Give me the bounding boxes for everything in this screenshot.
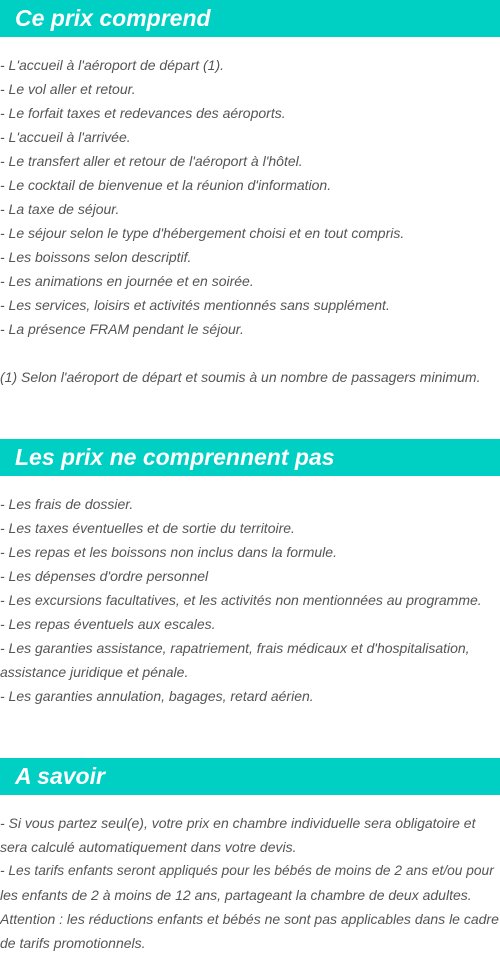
list-item: - L'accueil à l'aéroport de départ (1). xyxy=(0,57,225,73)
list-item: - Le vol aller et retour. xyxy=(0,81,136,97)
section-title: Les prix ne comprennent pas xyxy=(15,444,335,470)
list-item: - Les garanties annulation, bagages, retard aérien. xyxy=(0,688,314,704)
list-item: - Le forfait taxes et redevances des aéroports. xyxy=(0,105,286,121)
list-item: - La présence FRAM pendant le séjour. xyxy=(0,321,244,337)
list-item: - L'accueil à l'arrivée. xyxy=(0,129,131,145)
section-body-a-savoir xyxy=(0,811,500,955)
list-item: - Les taxes éventuelles et de sortie du territoire. xyxy=(0,520,295,536)
section-body-prix-ne-comprennent-pas xyxy=(0,492,500,708)
section-body-ce-prix-comprend xyxy=(0,53,500,389)
section-header-a-savoir xyxy=(0,758,500,795)
list-item: - Les animations en journée et en soirée. xyxy=(0,273,254,289)
list-item: - Les tarifs enfants seront appliqués pour les bébés de moins de 2 ans et/ou pour xyxy=(0,863,494,878)
list-item: - Les dépenses d'ordre personnel xyxy=(0,568,209,584)
list-item: - Les boissons selon descriptif. xyxy=(0,249,192,265)
section-title: Ce prix comprend xyxy=(15,5,211,31)
section-header-ce-prix-comprend xyxy=(0,0,500,37)
list-item: Attention : les réductions enfants et bébés ne sont pas applicables dans le cadre xyxy=(0,911,499,927)
section-header-prix-ne-comprennent-pas xyxy=(0,439,500,476)
list-item: - Les services, loisirs et activités mentionnés sans supplément. xyxy=(0,297,390,313)
list-item: - La taxe de séjour. xyxy=(0,201,120,217)
blank-line xyxy=(0,341,500,365)
list-item: - Le séjour selon le type d'hébergement choisi et en tout compris. xyxy=(0,225,405,241)
list-item: les enfants de 2 à moins de 12 ans, partageant la chambre de deux adultes. xyxy=(0,887,472,903)
section-title: A savoir xyxy=(15,763,105,789)
list-item: assistance juridique et pénale. xyxy=(0,664,189,680)
list-item: - Les repas éventuels aux escales. xyxy=(0,616,216,632)
footnote: (1) Selon l'aéroport de départ et soumis à un nombre de passagers minimum. xyxy=(0,369,481,385)
list-item: - Les frais de dossier. xyxy=(0,496,134,512)
list-item: de tarifs promotionnels. xyxy=(0,935,146,951)
list-item: - Le cocktail de bienvenue et la réunion d'information. xyxy=(0,177,332,193)
list-item: - Le transfert aller et retour de l'aéroport à l'hôtel. xyxy=(0,153,303,169)
list-item: sera calculé automatiquement dans votre devis. xyxy=(0,839,297,855)
list-item: - Les excursions facultatives, et les activités non mentionnées au programme. xyxy=(0,592,482,608)
list-item: - Les garanties assistance, rapatriement, frais médicaux et d'hospitalisation, xyxy=(0,640,470,656)
list-item: - Les repas et les boissons non inclus dans la formule. xyxy=(0,544,337,560)
list-item: - Si vous partez seul(e), votre prix en chambre individuelle sera obligatoire et xyxy=(0,815,476,831)
